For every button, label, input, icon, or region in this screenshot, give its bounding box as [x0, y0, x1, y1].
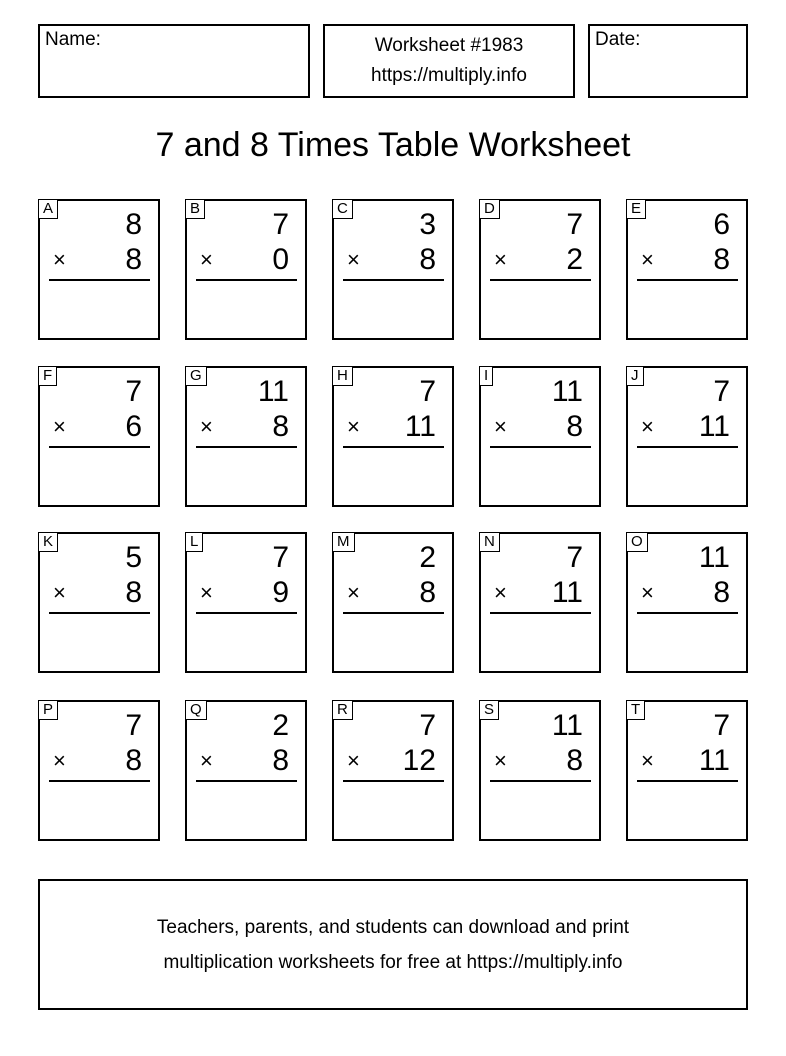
multiplicand: 7	[713, 709, 730, 742]
problem-a[interactable]	[38, 199, 160, 340]
worksheet-number: Worksheet #1983	[374, 35, 524, 56]
date-label: Date:	[595, 29, 641, 50]
problem-label: F	[38, 366, 57, 386]
answer-line	[490, 780, 591, 782]
answer-line	[49, 780, 150, 782]
answer-line	[490, 612, 591, 614]
times-sign: ×	[200, 247, 213, 272]
multiplicand: 11	[698, 541, 730, 574]
problem-label: M	[332, 532, 355, 552]
problem-o[interactable]	[626, 532, 748, 673]
multiplicand: 6	[713, 208, 730, 241]
multiplier: 11	[698, 410, 730, 443]
problem-p[interactable]	[38, 700, 160, 841]
multiplicand: 3	[419, 208, 436, 241]
times-sign: ×	[641, 247, 654, 272]
answer-line	[637, 612, 738, 614]
problem-label: H	[332, 366, 353, 386]
multiplier: 8	[566, 410, 583, 443]
times-sign: ×	[641, 414, 654, 439]
problem-l[interactable]	[185, 532, 307, 673]
multiplier: 8	[272, 410, 289, 443]
problem-k[interactable]	[38, 532, 160, 673]
answer-line	[196, 612, 297, 614]
answer-line	[196, 279, 297, 281]
problem-label: J	[626, 366, 644, 386]
multiplier: 8	[566, 744, 583, 777]
answer-line	[490, 446, 591, 448]
problem-s[interactable]	[479, 700, 601, 841]
answer-line	[637, 780, 738, 782]
multiplicand: 7	[272, 208, 289, 241]
multiplier: 8	[713, 576, 730, 609]
multiplicand: 7	[125, 709, 142, 742]
answer-line	[490, 279, 591, 281]
multiplicand: 5	[125, 541, 142, 574]
problem-label: C	[332, 199, 353, 219]
times-sign: ×	[347, 580, 360, 605]
problem-n[interactable]	[479, 532, 601, 673]
problem-label: B	[185, 199, 205, 219]
multiplicand: 7	[419, 375, 436, 408]
problem-label: E	[626, 199, 646, 219]
problem-label: K	[38, 532, 58, 552]
problem-label: I	[479, 366, 493, 386]
problem-label: N	[479, 532, 500, 552]
answer-line	[343, 446, 444, 448]
problem-label: T	[626, 700, 645, 720]
times-sign: ×	[53, 247, 66, 272]
multiplicand: 11	[551, 375, 583, 408]
multiplier: 8	[272, 744, 289, 777]
problem-t[interactable]	[626, 700, 748, 841]
multiplier: 11	[404, 410, 436, 443]
problem-label: O	[626, 532, 648, 552]
multiplier: 9	[272, 576, 289, 609]
multiplicand: 8	[125, 208, 142, 241]
problem-d[interactable]	[479, 199, 601, 340]
multiplier: 8	[713, 243, 730, 276]
times-sign: ×	[494, 748, 507, 773]
multiplier: 11	[551, 576, 583, 609]
problem-label: P	[38, 700, 58, 720]
problem-g[interactable]	[185, 366, 307, 507]
answer-line	[49, 279, 150, 281]
problem-r[interactable]	[332, 700, 454, 841]
times-sign: ×	[347, 414, 360, 439]
times-sign: ×	[200, 414, 213, 439]
times-sign: ×	[347, 748, 360, 773]
name-label: Name:	[45, 29, 101, 50]
answer-line	[343, 780, 444, 782]
multiplicand: 2	[419, 541, 436, 574]
multiplier: 6	[125, 410, 142, 443]
footer-box	[38, 879, 748, 1010]
page-title: 7 and 8 Times Table Worksheet	[155, 126, 631, 164]
problem-f[interactable]	[38, 366, 160, 507]
times-sign: ×	[494, 580, 507, 605]
problem-j[interactable]	[626, 366, 748, 507]
answer-line	[196, 446, 297, 448]
times-sign: ×	[494, 247, 507, 272]
multiplier: 8	[125, 744, 142, 777]
problem-c[interactable]	[332, 199, 454, 340]
multiplicand: 7	[125, 375, 142, 408]
answer-line	[637, 446, 738, 448]
problem-b[interactable]	[185, 199, 307, 340]
multiplier: 8	[125, 576, 142, 609]
answer-line	[49, 612, 150, 614]
times-sign: ×	[494, 414, 507, 439]
multiplier: 2	[566, 243, 583, 276]
multiplier: 8	[419, 576, 436, 609]
answer-line	[343, 612, 444, 614]
problem-label: Q	[185, 700, 207, 720]
answer-line	[49, 446, 150, 448]
problem-label: D	[479, 199, 500, 219]
problem-label: R	[332, 700, 353, 720]
times-sign: ×	[641, 580, 654, 605]
problem-e[interactable]	[626, 199, 748, 340]
problem-q[interactable]	[185, 700, 307, 841]
answer-line	[637, 279, 738, 281]
problem-label: L	[185, 532, 203, 552]
answer-line	[196, 780, 297, 782]
footer-line-1: Teachers, parents, and students can download and print	[156, 916, 630, 938]
multiplicand: 7	[419, 709, 436, 742]
multiplier: 0	[272, 243, 289, 276]
multiplier: 8	[125, 243, 142, 276]
problem-m[interactable]	[332, 532, 454, 673]
times-sign: ×	[200, 580, 213, 605]
multiplicand: 11	[551, 709, 583, 742]
times-sign: ×	[53, 748, 66, 773]
multiplier: 11	[698, 744, 730, 777]
problem-h[interactable]	[332, 366, 454, 507]
times-sign: ×	[53, 580, 66, 605]
multiplicand: 2	[272, 709, 289, 742]
problem-label: A	[38, 199, 58, 219]
multiplicand: 7	[713, 375, 730, 408]
problem-label: S	[479, 700, 499, 720]
problem-i[interactable]	[479, 366, 601, 507]
times-sign: ×	[347, 247, 360, 272]
times-sign: ×	[53, 414, 66, 439]
multiplicand: 11	[257, 375, 289, 408]
multiplier: 8	[419, 243, 436, 276]
footer-line-2: multiplication worksheets for free at https://multiply.info	[163, 951, 623, 973]
multiplicand: 7	[566, 208, 583, 241]
multiplicand: 7	[272, 541, 289, 574]
times-sign: ×	[641, 748, 654, 773]
times-sign: ×	[200, 748, 213, 773]
answer-line	[343, 279, 444, 281]
multiplier: 12	[402, 744, 436, 777]
worksheet-url: https://multiply.info	[371, 65, 527, 86]
problem-label: G	[185, 366, 207, 386]
multiplicand: 7	[566, 541, 583, 574]
